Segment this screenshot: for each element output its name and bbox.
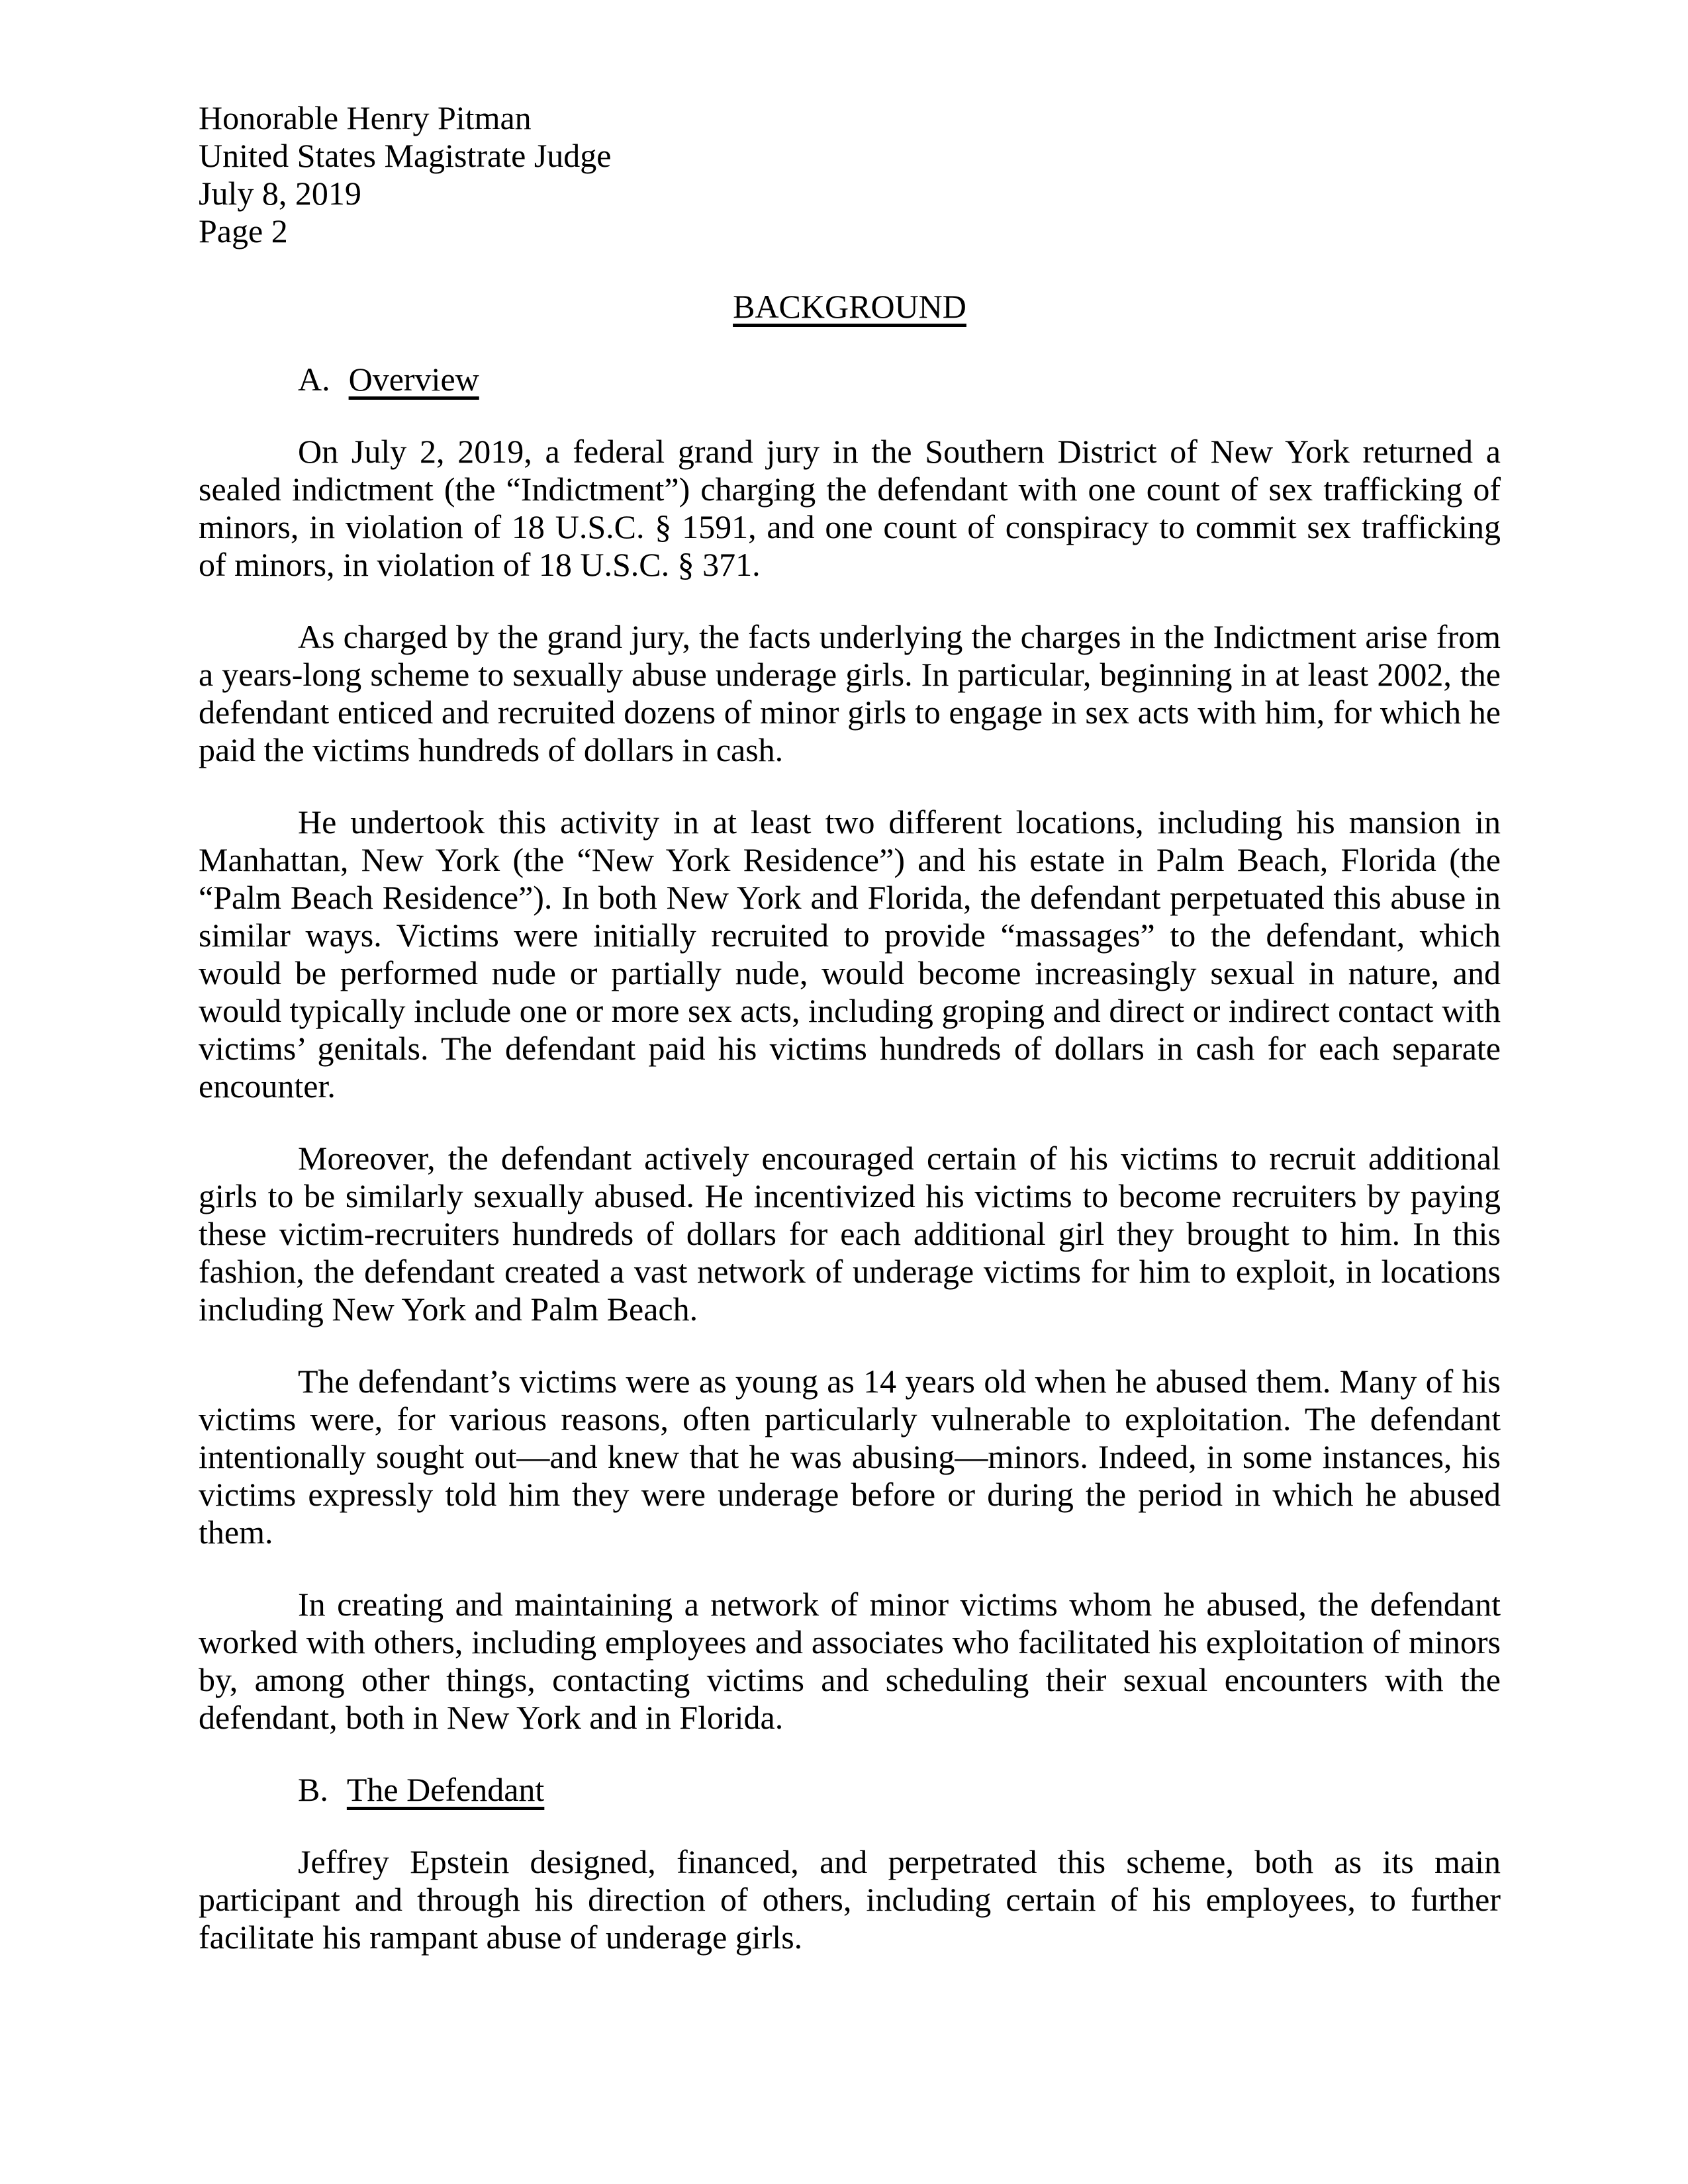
paragraph-network: In creating and maintaining a network of minor victims whom he abused, the defendant worked with others, including employees and associates who facilitated his exploitation of minors by, among other things, contacting victims and scheduling their sexual encounters with the defendant, both in New York and in Florida. xyxy=(199,1586,1501,1736)
header-line-page-number: Page 2 xyxy=(199,212,288,250)
header-line-recipient-title: United States Magistrate Judge xyxy=(199,137,612,174)
section-label-a: A. xyxy=(298,361,330,398)
section-heading-overview xyxy=(199,361,1501,398)
paragraph-recruiters: Moreover, the defendant actively encouraged certain of his victims to recruit additional girls to be similarly sexually abused. He incentivized his victims to become recruiters by paying these victim-recruiters hundreds of dollars for each additional girl they brought to him. In this fashion, the defendant created a vast network of underage victims for him to exploit, in locations including New York and Palm Beach. xyxy=(199,1140,1501,1328)
paragraph-victims-age: The defendant’s victims were as young as 14 years old when he abused them. Many of his victims were, for various reasons, often particularly vulnerable to exploitation. The defendant intentionally sought out—and knew that he was abusing—minors. Indeed, in some instances, his victims expressly told him they were underage before or during the period in which he abused them. xyxy=(199,1363,1501,1551)
paragraph-scheme: As charged by the grand jury, the facts underlying the charges in the Indictment arise from a years-long scheme to sexually abuse underage girls. In particular, beginning in at least 2002, the defendant enticed and recruited dozens of minor girls to engage in sex acts with him, for which he paid the victims hundreds of dollars in cash. xyxy=(199,618,1501,768)
paragraph-indictment: On July 2, 2019, a federal grand jury in the Southern District of New York returned a sealed indictment (the “Indictment”) charging the defendant with one count of sex trafficking of minors, in violation of 18 U.S.C. § 1591, and one count of conspiracy to commit sex trafficking of minors, in violation of 18 U.S.C. § 371. xyxy=(199,433,1501,583)
paragraph-epstein: Jeffrey Epstein designed, financed, and perpetrated this scheme, both as its main participant and through his direction of others, including certain of his employees, to further facilitate his rampant abuse of underage girls. xyxy=(199,1843,1501,1956)
section-title-defendant: The Defendant xyxy=(346,1771,545,1808)
header-line-date: July 8, 2019 xyxy=(199,175,361,212)
background-heading-text: BACKGROUND xyxy=(733,288,966,325)
section-label-b: B. xyxy=(298,1771,328,1808)
section-title-overview: Overview xyxy=(348,361,479,398)
section-heading-defendant xyxy=(199,1771,1501,1809)
recipient-header xyxy=(199,99,1501,250)
paragraph-locations: He undertook this activity in at least two different locations, including his mansion in Manhattan, New York (the “New York Residence”) and his estate in Palm Beach, Florida (the “Palm Beach Residence”). In both New York and Florida, the defendant perpetuated this abuse in similar ways. Victims were initially recruited to provide “massages” to the defendant, which would be performed nude or partially nude, would become increasingly sexual in nature, and would typically include one or more sex acts, including groping and direct or indirect contact with victims’ genitals. The defendant paid his victims hundreds of dollars in cash for each separate encounter. xyxy=(199,803,1501,1105)
background-section-heading xyxy=(199,288,1501,326)
header-line-recipient-name: Honorable Henry Pitman xyxy=(199,99,532,136)
